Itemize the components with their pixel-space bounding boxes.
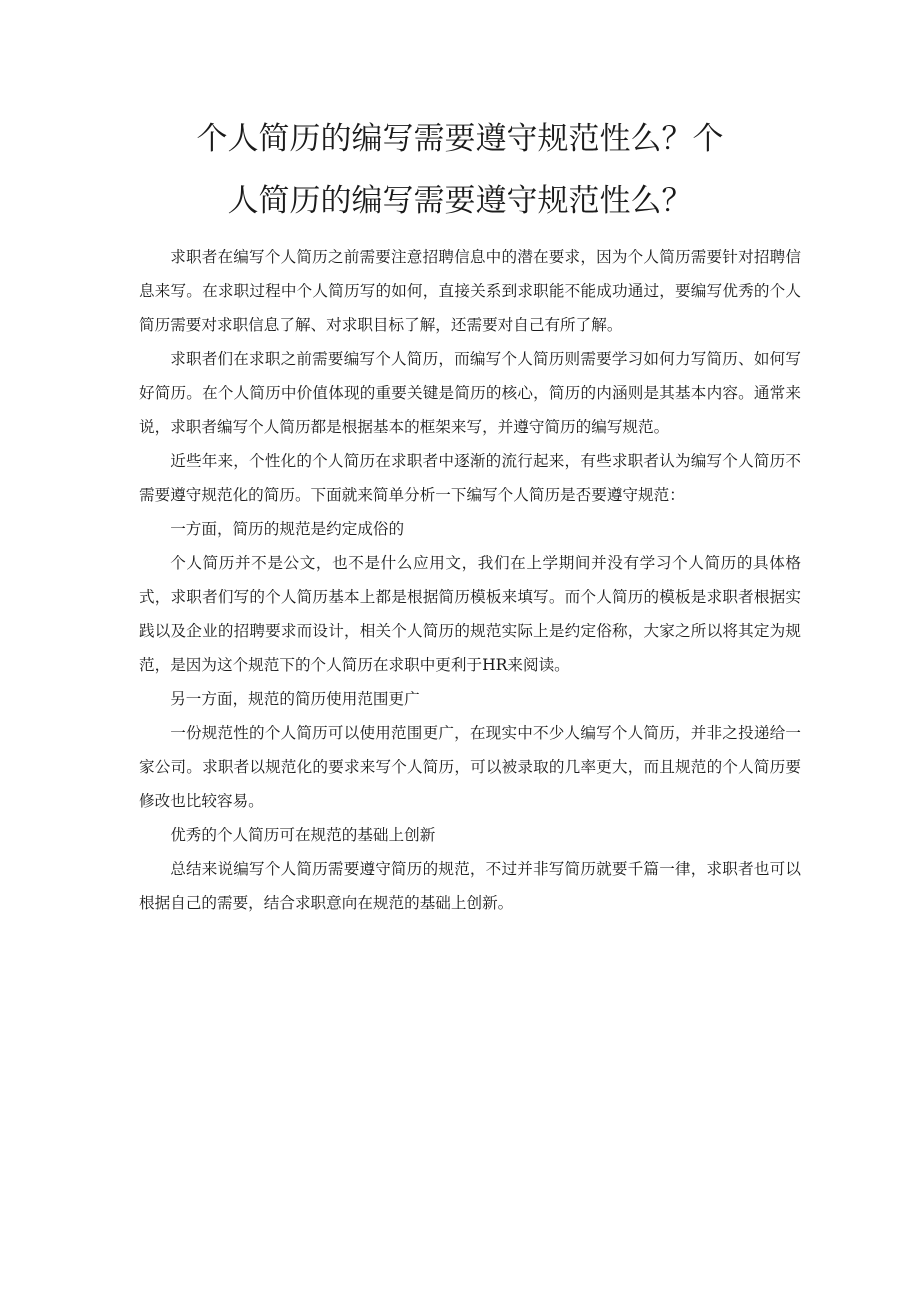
- title-line-1: 个人简历的编写需要遵守规范性么？个: [196, 121, 724, 157]
- paragraph-5: 一份规范性的个人简历可以使用范围更广，在现实中不少人编写个人简历，并非之投递给一家公司。求职者以规范化的要求来写个人简历，可以被录取的几率更大，而且规范的个人简历要修改也比较容易。: [139, 724, 801, 810]
- document-title: [120, 108, 800, 232]
- section-heading-3: 优秀的个人简历可在规范的基础上创新: [170, 826, 436, 844]
- paragraph-4: 个人简历并不是公文，也不是什么应用文，我们在上学期间并没有学习个人简历的具体格式，求职者们写的个人简历基本上都是根据简历模板来填写。而个人简历的模板是求职者根据实践以及企业的招聘要求而设计，相关个人简历的规范实际上是约定俗称，大家之所以将其定为规范，是因为这个规范下的个人简历在求职中更利于HR来阅读。: [139, 554, 801, 674]
- document-body: [139, 240, 801, 920]
- paragraph-3: 近些年来，个性化的个人简历在求职者中逐渐的流行起来，有些求职者认为编写个人简历不需要遵守规范化的简历。下面就来简单分析一下编写个人简历是否要遵守规范：: [139, 452, 801, 504]
- paragraph-2: 求职者们在求职之前需要编写个人简历，而编写个人简历则需要学习如何力写简历、如何写好简历。在个人简历中价值体现的重要关键是简历的核心，简历的内涵则是其基本内容。通常来说，求职者编写个人简历都是根据基本的框架来写，并遵守简历的编写规范。: [139, 350, 801, 436]
- paragraph-1: 求职者在编写个人简历之前需要注意招聘信息中的潜在要求，因为个人简历需要针对招聘信息来写。在求职过程中个人简历写的如何，直接关系到求职能不能成功通过，要编写优秀的个人简历需要对求职信息了解、对求职目标了解，还需要对自己有所了解。: [139, 248, 801, 334]
- paragraph-6: 总结来说编写个人简历需要遵守简历的规范，不过并非写简历就要千篇一律，求职者也可以根据自己的需要，结合求职意向在规范的基础上创新。: [139, 860, 801, 912]
- title-line-2: 人简历的编写需要遵守规范性么？: [227, 183, 693, 219]
- section-heading-2: 另一方面，规范的简历使用范围更广: [170, 690, 420, 708]
- section-heading-1: 一方面，简历的规范是约定成俗的: [170, 520, 405, 538]
